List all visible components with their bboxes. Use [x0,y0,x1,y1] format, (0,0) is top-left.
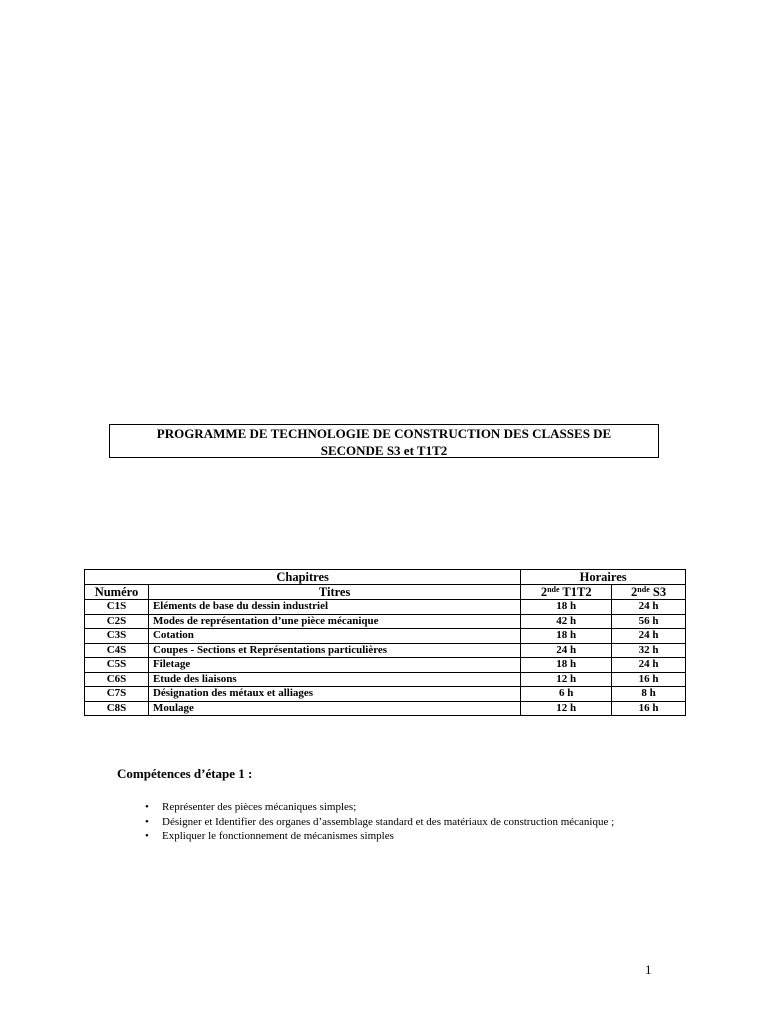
bullet-icon: • [145,801,149,813]
chapter-number: C1S [85,600,149,615]
document-title-line-2: SECONDE S3 et T1T2 [320,443,448,458]
hours-t1t2: 6 h [521,687,612,702]
chapter-title: Etude des liaisons [148,672,520,687]
hours-s3: 24 h [612,600,686,615]
chapter-title: Moulage [148,701,520,716]
hours-t1t2: 18 h [521,658,612,673]
table-row [85,672,686,687]
hours-s3: 24 h [612,629,686,644]
t1t2-header-prefix: 2 [540,585,548,599]
table-row [85,658,686,673]
list-item-text: Expliquer le fonctionnement de mécanismes simples [162,830,394,842]
chapter-title: Coupes - Sections et Représentations particulières [148,643,520,658]
hours-s3: 16 h [612,701,686,716]
s3-header-prefix: 2 [631,585,638,599]
t1t2-header-sup: nde [547,585,560,594]
hours-s3: 24 h [612,658,686,673]
chapter-number: C3S [85,629,149,644]
chapter-title: Eléments de base du dessin industriel [148,600,520,615]
page-number: 1 [645,962,652,977]
chapter-title: Filetage [148,658,520,673]
table-row [85,629,686,644]
bullet-icon: • [145,815,149,828]
list-item-text: Désigner et Identifier des organes d’assemblage standard et des matériaux de construction mécanique ; [162,815,615,828]
hours-s3: 8 h [612,687,686,702]
hours-t1t2: 24 h [521,643,612,658]
table-group-header-row [85,570,686,585]
numero-header: Numéro [85,585,149,600]
document-title-box [109,424,659,458]
t1t2-header-suffix: T1T2 [559,585,592,599]
table-row [85,600,686,615]
list-item-text: Représenter des pièces mécaniques simples; [162,801,357,813]
document-title-line-1: PROGRAMME DE TECHNOLOGIE DE CONSTRUCTION DES CLASSES DE [156,426,612,441]
table-row [85,614,686,629]
chapter-number: C6S [85,672,149,687]
hours-s3: 16 h [612,672,686,687]
chapter-title: Cotation [148,629,520,644]
horaires-header: Horaires [521,570,686,585]
chapter-number: C8S [85,701,149,716]
table-column-header-row [85,585,686,600]
table-row [85,701,686,716]
list-item [128,815,653,830]
s3-header [612,585,686,600]
hours-s3: 56 h [612,614,686,629]
bullet-icon: • [145,830,149,842]
chapitres-header: Chapitres [85,570,521,585]
competences-heading: Compétences d’étape 1 : [117,766,253,781]
hours-t1t2: 18 h [521,629,612,644]
t1t2-header [521,585,612,600]
chapter-number: C7S [85,687,149,702]
list-item [128,829,653,844]
hours-t1t2: 12 h [521,672,612,687]
hours-s3: 32 h [612,643,686,658]
chapter-number: C4S [85,643,149,658]
list-item [128,800,653,815]
competences-list [128,800,653,844]
hours-t1t2: 18 h [521,600,612,615]
table-row [85,687,686,702]
table-row [85,643,686,658]
chapter-number: C5S [85,658,149,673]
chapter-number: C2S [85,614,149,629]
chapter-title: Modes de représentation d’une pièce mécanique [148,614,520,629]
chapter-title: Désignation des métaux et alliages [148,687,520,702]
s3-header-suffix: S3 [649,585,667,599]
hours-t1t2: 42 h [521,614,612,629]
hours-t1t2: 12 h [521,701,612,716]
s3-header-sup: nde [637,585,650,594]
titres-header: Titres [148,585,520,600]
programme-table [84,569,686,716]
